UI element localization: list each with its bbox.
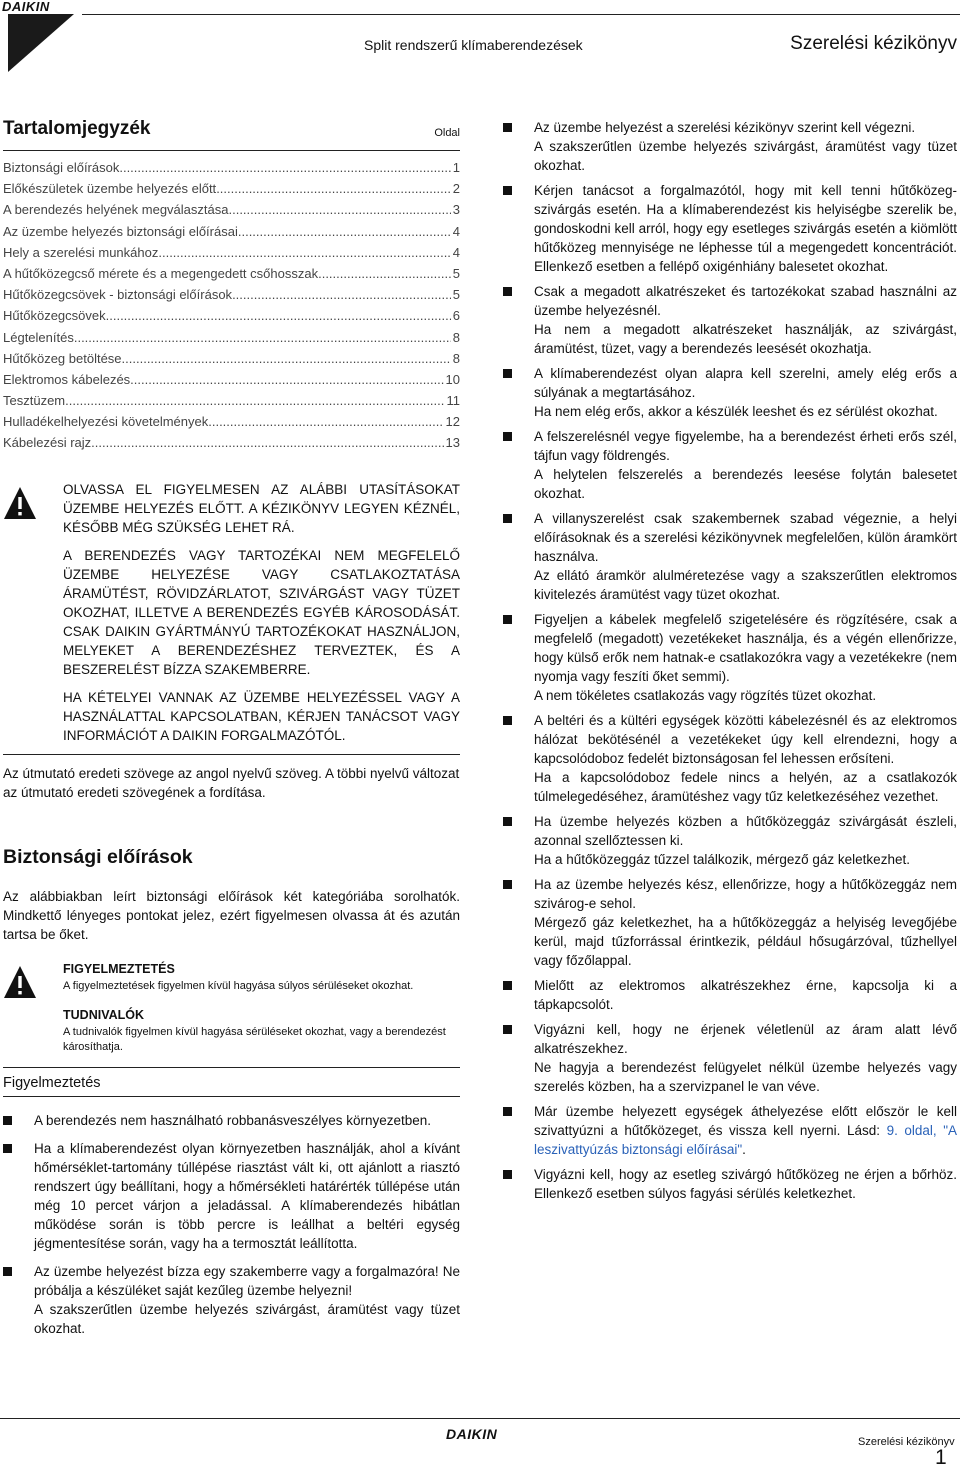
footer-rule — [0, 1418, 960, 1419]
toc-leader-dots — [122, 348, 451, 369]
toc-entry[interactable] — [3, 327, 460, 348]
bullet-item — [503, 812, 957, 869]
bullet-square-icon — [503, 981, 512, 990]
bullet-item — [503, 610, 957, 705]
toc-leader-dots — [106, 305, 451, 326]
bullet-item — [503, 118, 957, 175]
left-bullet-list — [3, 1111, 460, 1338]
warning-title: FIGYELMEZTETÉS — [63, 961, 175, 976]
toc-entry-label: Légtelenítés — [3, 329, 74, 345]
bullet-text: Ne hagyja a berendezést felügyelet nélkül üzembe helyezés vagy szerelés közben, ha a szervizpanel le van véve. — [534, 1060, 957, 1094]
bullet-text: Az ellátó áramkör alulméretezése vagy a szakszerűtlen elektromos kivitelezés áramütést vagy tüzet okozhat. — [534, 568, 957, 602]
toc-entry-page: 8 — [452, 329, 460, 345]
toc-entry-page: 2 — [452, 181, 460, 197]
cross-reference-link[interactable]: 9. oldal, "A leszivattyúzás biztonsági előírásai" — [534, 1123, 957, 1157]
toc-entry[interactable] — [3, 369, 460, 390]
bullet-item — [503, 427, 957, 503]
toc-entry[interactable] — [3, 411, 460, 432]
bullet-text: A helytelen felszerelés a berendezés leesése folytán balesetet okozhat. — [534, 467, 957, 501]
toc-page-label: Oldal — [434, 127, 460, 139]
toc-header — [3, 118, 460, 148]
footer-page-number: 1 — [935, 1446, 947, 1469]
bullet-item — [503, 976, 957, 1014]
notice-paragraph: HA KÉTELYEI VANNAK AZ ÜZEMBE HELYEZÉSSEL VAGY A HASZNÁLATTAL KAPCSOLATBAN, KÉRJEN TANÁCSOT VAGY INFORMÁCIÓT A DAIKIN FORGALMAZÓTÓL. — [63, 689, 460, 743]
right-bullet-list — [503, 118, 957, 1203]
toc-entry[interactable] — [3, 284, 460, 305]
header-title: Szerelési kézikönyv — [790, 33, 957, 54]
toc-entry-label: A hűtőközegcső mérete és a megengedett csőhosszak — [3, 265, 319, 281]
toc-entry-label: Kábelezési rajz — [3, 435, 92, 451]
bullet-text: A szakszerűtlen üzembe helyezés szivárgást, áramütést vagy tüzet okozhat. — [34, 1301, 460, 1336]
safety-intro: Az alábbiakban leírt biztonsági előírások két kategóriába sorolhatók. Mindkettő lényeges pontokat jelez, ezért figyelmesen olvassa át és azután tartsa be őket. — [3, 888, 460, 942]
toc-entry[interactable] — [3, 348, 460, 369]
subheading: Figyelmeztetés — [3, 1074, 101, 1091]
bullet-text: Ha az üzembe helyezés kész, ellenőrizze, hogy a hűtőközeggáz nem szivárog-e sehol. — [534, 877, 957, 911]
bullet-text: Az üzembe helyezést a szerelési kézikönyv szerint kell végezni. — [534, 120, 916, 135]
bullet-item — [503, 181, 957, 276]
notice-paragraph: A BERENDEZÉS VAGY TARTOZÉKAI NEM MEGFELELŐ ÜZEMBE HELYEZÉSE VAGY CSATLAKOZTATÁSA ÁRAMÜTÉST, RÖVIDZÁRLATOT, SZIVÁRGÁST VAGY TÜZET OKOZHAT, ILLETVE A BERENDEZÉS EGYÉB KÁROSODÁSÁT. CSAK DAIKIN GYÁRTMÁNYÚ TARTOZÉKOKAT HASZNÁLJON, MELYEKET A BERENDEZÉSHEZ TERVEZTEK, ÉS A BESZERELÉST BÍZZA SZAKEMBERRE. — [63, 547, 460, 677]
bullet-text: A nem tökéletes csatlakozás vagy rögzítés tüzet okozhat. — [534, 688, 877, 703]
section-heading: Biztonsági előírások — [3, 845, 193, 868]
bullet-square-icon — [503, 186, 512, 195]
footer-logo: DAIKIN — [446, 1426, 498, 1442]
bullet-text: A felszerelésnél vegye figyelembe, ha a berendezést érheti erős szél, tájfun vagy földrengés. — [534, 429, 957, 463]
bullet-item — [503, 1165, 957, 1203]
bullet-text: Ha nem elég erős, akkor a készülék leeshet és ez sérülést okozhat. — [534, 404, 938, 419]
toc-leader-dots — [91, 432, 443, 453]
toc-entry[interactable] — [3, 432, 460, 453]
toc-leader-dots — [238, 221, 451, 242]
header-subtitle: Split rendszerű klímaberendezések — [364, 37, 583, 53]
toc-leader-dots — [119, 157, 450, 178]
logo-triangle-icon — [0, 14, 74, 72]
right-column — [503, 118, 957, 1209]
bullet-text: Mielőtt az elektromos alkatrészekhez érne, kapcsolja ki a tápkapcsolót. — [534, 978, 957, 1012]
toc-rule — [3, 150, 460, 151]
bullet-square-icon — [503, 514, 512, 523]
toc-entry[interactable] — [3, 242, 460, 263]
toc-entry-label: Hűtőközegcsövek — [3, 308, 106, 324]
notice-definition — [3, 1008, 460, 1055]
bullet-item — [503, 282, 957, 358]
subheading-rule — [3, 1067, 460, 1068]
bullet-text: Ha a hűtőközeggáz tűzzel találkozik, mérgező gáz keletkezhet. — [534, 852, 910, 867]
bullet-square-icon — [3, 1267, 12, 1276]
toc-entry[interactable] — [3, 305, 460, 326]
toc-leader-dots — [216, 178, 451, 199]
bullet-text: A szakszerűtlen üzembe helyezés szivárgást, áramütést vagy tüzet okozhat. — [534, 139, 957, 173]
warning-triangle-icon — [3, 486, 37, 520]
toc-entry-label: Hűtőközegcsövek - biztonsági előírások — [3, 287, 233, 303]
toc-leader-dots — [232, 284, 451, 305]
bullet-item — [3, 1139, 460, 1253]
bullet-text: Mérgező gáz keletkezhet, ha a hűtőközeggáz a helyiség levegőjébe kerül, majd tűzforrással érintkezik, például hősugárzóval, tűzhellyel vagy főzőlappal. — [534, 915, 957, 968]
bullet-text — [534, 1102, 957, 1159]
toc-entry-page: 4 — [452, 244, 460, 260]
bullet-square-icon — [503, 716, 512, 725]
toc-entry[interactable] — [3, 199, 460, 220]
important-notice-block — [3, 480, 460, 745]
bullet-text-main: Már üzembe helyezett egységek áthelyezése előtt először le kell szivattyúzni a hűtőközeget, és vissza kell nyerni. Lásd: — [534, 1104, 957, 1138]
bullet-text: Ha nem a megadott alkatrészeket használják, az szivárgást, áramütést, tüzet, vagy a berendezés leesését okozhatja. — [534, 322, 957, 356]
toc-leader-dots — [74, 327, 451, 348]
toc-entry-page: 10 — [445, 371, 460, 387]
bullet-text: A beltéri és a kültéri egységek közötti kábelezésnél és az elektromos hálózat bekötésénél a vezetékeket úgy kell elrendezni, hogy a kapcsolódoboz fedelét biztonságosan fel lehessen erősíteni. — [534, 713, 957, 766]
bullet-text: Csak a megadott alkatrészeket és tartozékokat szabad használni az üzembe helyezésnél. — [534, 284, 957, 318]
bullet-square-icon — [503, 432, 512, 441]
toc-entry-page: 5 — [452, 287, 460, 303]
toc-title: Tartalomjegyzék — [3, 118, 151, 139]
toc-entry[interactable] — [3, 390, 460, 411]
warning-triangle-icon — [3, 965, 37, 999]
toc-entry-label: Az üzembe helyezés biztonsági előírásai — [3, 223, 238, 239]
toc-leader-dots — [208, 411, 443, 432]
bullet-text-end: . — [742, 1142, 746, 1157]
bullet-text: Vigyázni kell, hogy az esetleg szivárgó hűtőközeg ne érjen a bőrhöz. Ellenkező esetben súlyos fagyási sérülés keletkezhet. — [534, 1167, 957, 1201]
toc-entry[interactable] — [3, 178, 460, 199]
bullet-text: Vigyázni kell, hogy ne érjenek véletlenül az áram alatt lévő alkatrészekhez. — [534, 1022, 957, 1056]
toc-entry-label: Elektromos kábelezés — [3, 371, 131, 387]
toc-entry-label: Előkészületek üzembe helyezés előtt — [3, 181, 217, 197]
warning-definition — [3, 962, 460, 994]
bullet-square-icon — [503, 1170, 512, 1179]
bullet-square-icon — [503, 615, 512, 624]
header-rule — [82, 14, 960, 15]
bullet-text: Figyeljen a kábelek megfelelő szigetelésére és rögzítésére, csak a megfelelő (megadott) vezetékeket használja, és a végén ellenőrizze, hogy külső erők nem hatnak-e csatlakozókra vagy a vezetékekre (nem nyomja vagy feszíti őket semmi). — [534, 612, 957, 684]
toc-entry-page: 13 — [445, 435, 460, 451]
bullet-text: A klímaberendezést olyan alapra kell szerelni, amely elég erős a súlyának a megtartásához. — [534, 366, 957, 400]
toc-entry-page: 8 — [452, 350, 460, 366]
bullet-text: Kérjen tanácsot a forgalmazótól, hogy mit kell tenni hűtőközeg-szivárgás esetén. Ha a klímaberendezést kis helyiségbe szerelik be, gondoskodni kell arról, hogy egy esetleges szivárgás esetén a kiömlött hűtőközeg mennyisége ne léphesse túl a megengedett koncentrációt. Ellenkező esetben a fellépő oxigénhiány balesetet okozhat. — [534, 183, 957, 274]
bullet-item — [503, 711, 957, 806]
bullet-text: Ha üzembe helyezés közben a hűtőközeggáz szivárgását észleli, azonnal szellőztessen ki. — [534, 814, 957, 848]
bullet-square-icon — [3, 1116, 12, 1125]
bullet-square-icon — [503, 287, 512, 296]
warning-text: A figyelmeztetések figyelmen kívül hagyása súlyos sérüléseket okozhat. — [63, 979, 414, 992]
bullet-text: A villanyszerelést csak szakembernek szabad végeznie, a helyi előírásoknak és a szerelési kézikönyvnek megfelelően, külön áramkört használva. — [534, 511, 957, 564]
subheading-rule — [3, 1096, 460, 1097]
toc-entry-page: 5 — [452, 265, 460, 281]
bullet-item — [503, 364, 957, 421]
toc-leader-dots — [158, 242, 450, 263]
bullet-text: A berendezés nem használható robbanásveszélyes környezetben. — [34, 1112, 432, 1128]
bullet-square-icon — [503, 369, 512, 378]
bullet-square-icon — [503, 1025, 512, 1034]
toc-leader-dots — [130, 369, 443, 390]
toc-entry-page: 6 — [452, 308, 460, 324]
bullet-item — [503, 1102, 957, 1159]
toc-entry-page: 3 — [452, 202, 460, 218]
original-language-note: Az útmutató eredeti szövege az angol nyelvű szöveg. A többi nyelvű változat az útmutató eredeti szövegének a fordítása. — [3, 765, 460, 800]
toc-entry-page: 4 — [452, 223, 460, 239]
toc-entry[interactable] — [3, 221, 460, 242]
toc-leader-dots — [318, 263, 451, 284]
bullet-text: Ha a kapcsolódoboz fedele nincs a helyén, az a csatlakozók túlmelegedéséhez, áramütéshez vagy tűz keletkezéséhez vezethet. — [534, 770, 957, 804]
toc-entry-page: 12 — [445, 414, 460, 430]
toc-entry[interactable] — [3, 157, 460, 178]
bullet-item — [3, 1262, 460, 1338]
bullet-square-icon — [503, 1107, 512, 1116]
bullet-item — [3, 1111, 460, 1130]
daikin-corner-logo — [0, 0, 74, 72]
bullet-item — [503, 1020, 957, 1096]
toc-entry-label: Hűtőközeg betöltése — [3, 350, 122, 366]
notice-title: TUDNIVALÓK — [63, 1007, 145, 1022]
toc-list — [3, 157, 460, 454]
bullet-square-icon — [3, 1144, 12, 1153]
toc-entry-page: 1 — [452, 160, 460, 175]
left-column — [3, 118, 460, 1347]
notice-rule — [3, 754, 460, 755]
toc-entry-page: 11 — [446, 393, 460, 409]
toc-leader-dots — [65, 390, 444, 411]
bullet-square-icon — [503, 817, 512, 826]
bullet-text: Az üzembe helyezést bízza egy szakemberre vagy a forgalmazóra! Ne próbálja a készüléket saját kezűleg üzembe helyezni! — [34, 1263, 460, 1298]
toc-entry-label: A berendezés helyének megválasztása — [3, 202, 229, 218]
notice-text: A tudnivalók figyelmen kívül hagyása sérüléseket okozhat, vagy a berendezést károsíthatja. — [63, 1025, 446, 1053]
bullet-item — [503, 509, 957, 604]
notice-paragraph: OLVASSA EL FIGYELMESEN AZ ALÁBBI UTASÍTÁSOKAT ÜZEMBE HELYEZÉS ELŐTT. A KÉZIKÖNYV LEGYEN KÉZNÉL, KÉSŐBB MÉG SZÜKSÉG LEHET RÁ. — [63, 481, 460, 535]
bullet-text: Ha a klímaberendezést olyan környezetben használják, ahol a kívánt hőmérséklet-tartomány túllépése riasztást vált ki, ott ajánlott a riasztó rendszert úgy beállítani, hogy a hőmérsékleti határérték túllépése után még 10 percet várjon a jeladással. A klímaberendezés hibátlan működése során is több percre is leállhat a beltéri egység jégmentesítése során, vagy ha a termosztát leállította. — [34, 1140, 460, 1251]
brand-logo-text: DAIKIN — [2, 0, 50, 14]
toc-entry-label: Hulladékelhelyezési követelmények — [3, 414, 209, 430]
bullet-square-icon — [503, 123, 512, 132]
footer-manual-name: Szerelési kézikönyv — [858, 1436, 955, 1448]
bullet-item — [503, 875, 957, 970]
toc-entry[interactable] — [3, 263, 460, 284]
toc-entry-label: Hely a szerelési munkához — [3, 244, 159, 260]
toc-entry-label: Tesztüzem — [3, 393, 66, 409]
bullet-square-icon — [503, 880, 512, 889]
toc-leader-dots — [228, 199, 450, 220]
toc-entry-label: Biztonsági előírások — [3, 160, 120, 175]
